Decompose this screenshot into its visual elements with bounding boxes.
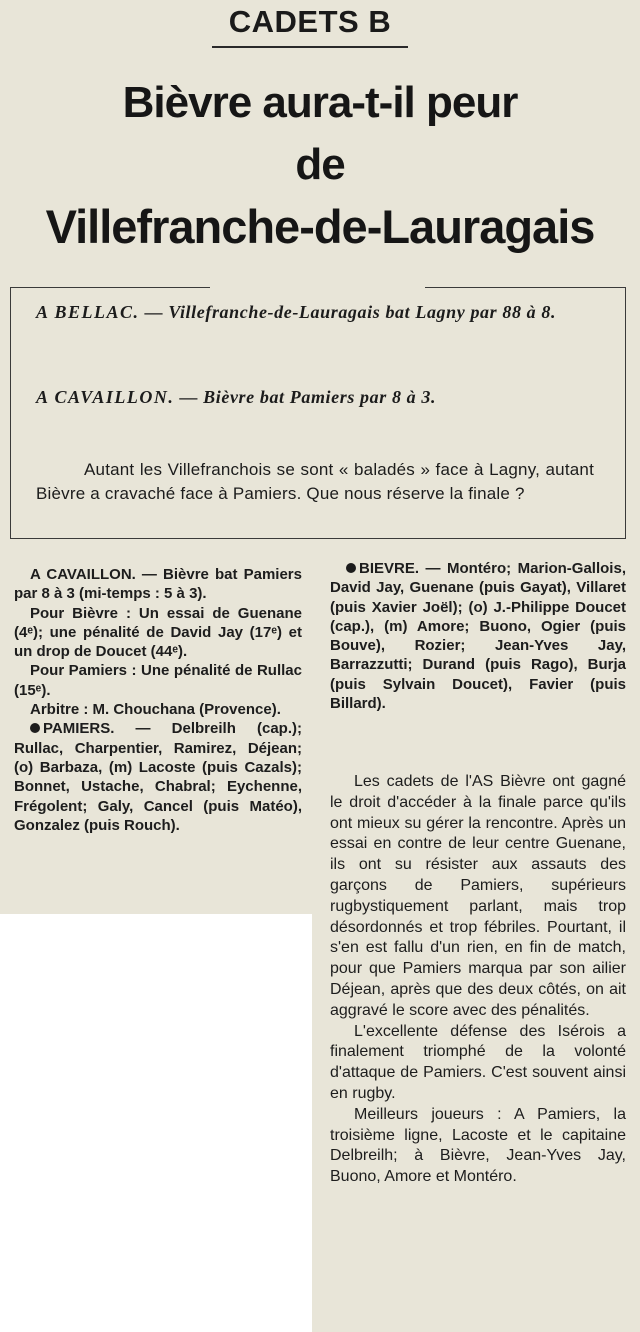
- match-result: A CAVAILLON. — Bièvre bat Pamiers par 8 à 3 (mi-temps : 5 à 3).: [14, 566, 302, 603]
- body-paragraph: Les cadets de l'AS Bièvre ont gagné le droit d'accéder à la finale parce qu'ils ont mieux su gérer la rencontre. Après un essai en contre de leur centre Guenane, ils ont su résister aux assauts des garçons de Pamiers, supérieurs rugbystiquement parlant, mais trop désordonnés et trop fébriles. Pourtant, il s'en est fallu d'un rien, en fin de match, pour que Pamiers marqua par son ailier Déjean, après que des deux côtés, on ait aggravé le score avec des pénalités.: [330, 773, 626, 1019]
- lineup-pamiers: PAMIERS. — Delbreilh (cap.); Rullac, Charpentier, Ramirez, Déjean; (o) Barbaza, (m) Lacoste (puis Cazals); Bonnet, Ustache, Chabral; Eychenne, Frégolent; Galy, Cancel (puis Matéo), Gonzalez (puis Rouch).: [14, 720, 302, 834]
- lead-place: A CAVAILLON.: [36, 387, 175, 407]
- lineup-bievre: BIEVRE. — Montéro; Marion-Gallois, David Jay, Guenane (puis Gayat), Villaret (puis Xavier Joël); (o) J.-Philippe Doucet (cap.), (m) Amore; Buono, Ogier (puis Bouve), Rozier; Jean-Yves Jay, Barrazzutti; Durand (puis Rago), Burja (puis Sylvain Doucet), Favier (puis Billard).: [330, 560, 626, 713]
- headline-line-1: Bièvre aura-t-il peur: [122, 78, 518, 127]
- right-column-lineup: [330, 559, 626, 713]
- section-kicker: CADETS B: [228, 4, 392, 39]
- scorers-bievre: Pour Bièvre : Un essai de Guenane (4ᵉ); une pénalité de David Jay (17ᵉ) et un drop de Doucet (44ᵉ).: [14, 604, 302, 661]
- headline: [0, 72, 640, 258]
- summary-box-gap: [210, 285, 425, 290]
- bullet-icon: [30, 723, 40, 733]
- lead-result-2: A CAVAILLON. — Bièvre bat Pamiers par 8 à 3.: [36, 387, 437, 407]
- left-column: [14, 565, 302, 835]
- lead-text: Villefranche-de-Lauragais bat Lagny par 88 à 8.: [168, 302, 557, 322]
- lead-text: Bièvre bat Pamiers par 8 à 3.: [203, 387, 437, 407]
- right-column-body: [330, 772, 626, 1188]
- body-paragraph: L'excellente défense des Isérois a finalement triomphé de la volonté d'attaque de Pamiers. C'est souvent ainsi en rugby.: [330, 1022, 626, 1102]
- headline-line-2: de: [295, 140, 345, 189]
- lead-place: A BELLAC.: [36, 302, 140, 322]
- best-players: Meilleurs joueurs : A Pamiers, la troisième ligne, Lacoste et le capitaine Delbreilh; à Bièvre, Jean-Yves Jay, Buono, Amore et Montéro.: [330, 1105, 626, 1186]
- referee: Arbitre : M. Chouchana (Provence).: [30, 701, 281, 719]
- intro-paragraph: Autant les Villefranchois se sont « baladés » face à Lagny, autant Bièvre a cravaché face à Pamiers. Que nous réserve la finale ?: [36, 460, 594, 503]
- kicker-underline: [212, 46, 408, 48]
- headline-line-3: Villefranche-de-Lauragais: [45, 200, 595, 253]
- bullet-icon: [346, 563, 356, 573]
- scorers-pamiers: Pour Pamiers : Une pénalité de Rullac (15ᵉ).: [14, 662, 302, 699]
- lead-result-1: A BELLAC. — Villefranche-de-Lauragais bat Lagny par 88 à 8.: [36, 302, 557, 322]
